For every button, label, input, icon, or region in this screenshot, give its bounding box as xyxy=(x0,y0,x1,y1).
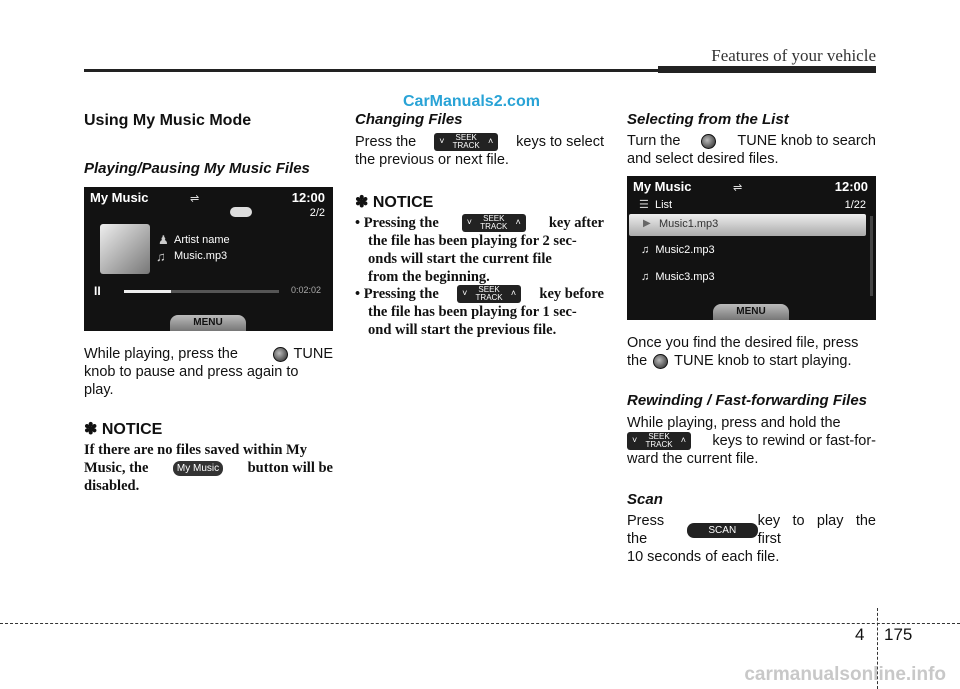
usb-icon: ⇌ xyxy=(190,193,200,205)
person-icon: ♟ xyxy=(158,233,169,247)
notice-line: Music, the xyxy=(84,460,149,476)
para-text: Once you find the desired file, press xyxy=(627,335,859,351)
para-text: 10 seconds of each file. xyxy=(627,549,780,565)
section-heading: Using My Music Mode xyxy=(84,112,252,129)
repeat-icon xyxy=(230,207,252,217)
tune-knob-icon xyxy=(653,354,668,369)
menu-button[interactable]: MENU xyxy=(713,304,789,320)
artist-name: Artist name xyxy=(174,234,230,246)
usb-icon: ⇌ xyxy=(733,182,743,194)
watermark-bottom: carmanualsonline.info xyxy=(744,664,946,685)
list-count: 1/22 xyxy=(844,199,866,211)
screen-title: My Music xyxy=(90,190,149,205)
chapter-number: 4 xyxy=(855,625,865,644)
para-text: keys to select xyxy=(516,134,604,150)
notice-line: disabled. xyxy=(84,478,140,494)
para-text: Turn the xyxy=(627,133,681,149)
once-found-paragraph xyxy=(627,334,876,370)
bullet-text: • Pressing the xyxy=(355,286,439,302)
scan-key-icon: SCAN xyxy=(687,523,758,538)
list-item-label: Music1.mp3 xyxy=(659,218,719,230)
bullet-text: the file has been playing for 2 sec- xyxy=(368,233,577,249)
rewinding-paragraph xyxy=(627,414,876,468)
changing-paragraph xyxy=(355,133,604,169)
list-item-selected[interactable] xyxy=(629,214,866,236)
list-label: List xyxy=(655,199,673,211)
para-text: play. xyxy=(84,382,114,398)
notice-line: If there are no files saved within My xyxy=(84,442,307,458)
screen-title: My Music xyxy=(633,179,692,194)
seek-track-key-icon: ˅ ˄ SEEK TRACK xyxy=(462,214,526,232)
progress-fill xyxy=(124,290,171,293)
bullet-text: • Pressing the xyxy=(355,215,439,231)
subheading-rewinding: Rewinding / Fast-forwarding Files xyxy=(627,392,868,409)
para-text: the previous or next file. xyxy=(355,152,509,168)
list-item[interactable] xyxy=(641,244,715,256)
seek-track-key-icon: ˅ ˄ SEEK TRACK xyxy=(627,432,691,450)
para-text: While playing, press and hold the xyxy=(627,415,841,431)
para-text: key to play the first xyxy=(757,513,876,547)
bullet-text: key before xyxy=(539,286,604,302)
para-text: TUNE xyxy=(293,346,333,362)
progress-track xyxy=(124,290,279,293)
subheading-selecting: Selecting from the List xyxy=(627,111,789,128)
para-text: ward the current file. xyxy=(627,451,759,467)
header-rule xyxy=(84,69,658,72)
running-header: Features of your vehicle xyxy=(711,46,876,65)
list-item[interactable] xyxy=(641,271,715,283)
my-music-list-screen xyxy=(627,176,876,320)
subheading-playing: Playing/Pausing My Music Files xyxy=(84,160,310,177)
para-text: knob to pause and press again to xyxy=(84,364,299,380)
notice-title: ✽ NOTICE xyxy=(84,421,163,438)
footer-rule xyxy=(0,623,960,624)
seek-track-key-icon: ˅ ˄ SEEK TRACK xyxy=(434,133,498,151)
bullet-text: ond will start the previous file. xyxy=(368,322,557,338)
bullet-text: from the beginning. xyxy=(368,269,490,285)
bullet-text: onds will start the current file xyxy=(368,251,552,267)
scan-paragraph xyxy=(627,512,876,566)
notice-title: ✽ NOTICE xyxy=(355,194,434,211)
para-text: TUNE knob to search xyxy=(737,133,876,149)
list-item-label: Music3.mp3 xyxy=(655,271,715,283)
track-count: 2/2 xyxy=(309,207,325,219)
para-text: the xyxy=(627,353,648,369)
page-number: 175 xyxy=(884,625,913,644)
seek-track-key-icon: ˅ ˄ SEEK TRACK xyxy=(457,285,521,303)
selecting-paragraph xyxy=(627,132,876,168)
notice-text xyxy=(84,441,333,495)
bullet-text: the file has been playing for 1 sec- xyxy=(368,304,577,320)
para-text: keys to rewind or fast-for- xyxy=(712,433,876,449)
play-icon: ▶ xyxy=(643,218,651,229)
para-text: TUNE knob to start playing. xyxy=(674,353,852,369)
music-note-icon: ♫ xyxy=(641,244,650,256)
subheading-scan: Scan xyxy=(627,491,663,508)
file-name: Music.mp3 xyxy=(174,250,228,262)
header-rule-block xyxy=(658,66,876,73)
music-note-icon: ♫ xyxy=(641,271,650,283)
playing-paragraph xyxy=(84,345,333,399)
scrollbar[interactable] xyxy=(870,216,873,296)
tune-knob-icon xyxy=(273,347,288,362)
my-music-playing-screen xyxy=(84,187,333,331)
para-text: and select desired files. xyxy=(627,151,779,167)
menu-button[interactable]: MENU xyxy=(170,315,246,331)
pause-icon: II xyxy=(94,284,101,298)
elapsed-time: 0:02:02 xyxy=(290,285,321,295)
screen-clock: 12:00 xyxy=(291,190,325,205)
notice-line: button will be xyxy=(247,460,333,476)
list-icon: ☰ xyxy=(639,199,649,211)
music-note-icon: ♫ xyxy=(156,249,166,264)
para-text: While playing, press the xyxy=(84,346,238,362)
my-music-key-icon: My Music xyxy=(173,461,223,476)
para-text: Press the xyxy=(355,134,417,150)
screen-clock: 12:00 xyxy=(834,179,868,194)
notice-bullet-2 xyxy=(355,285,604,339)
watermark-top: CarManuals2.com xyxy=(403,93,540,110)
bullet-text: key after xyxy=(548,215,604,231)
tune-knob-icon xyxy=(701,134,716,149)
notice-bullet-1 xyxy=(355,214,604,286)
para-text: Press the xyxy=(627,513,665,547)
list-item-label: Music2.mp3 xyxy=(655,244,715,256)
subheading-changing-files: Changing Files xyxy=(355,111,463,128)
album-art-icon xyxy=(100,224,150,274)
